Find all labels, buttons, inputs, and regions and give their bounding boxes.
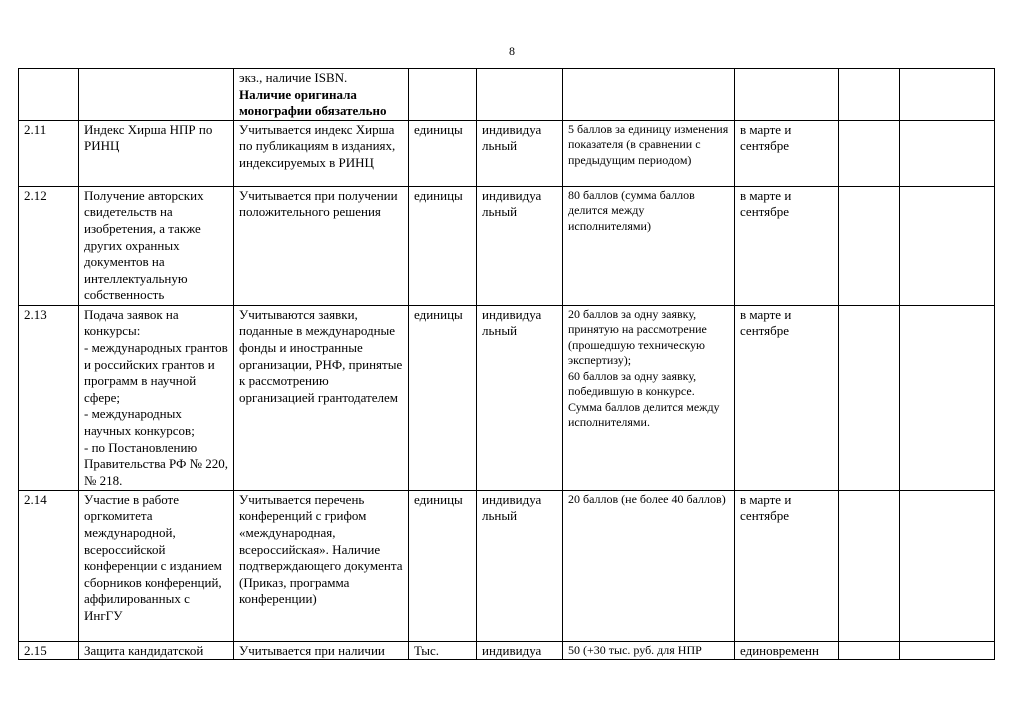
type-cell: индивидуа льный	[477, 305, 563, 490]
period-cell: в марте и сентябре	[735, 305, 839, 490]
period-cell: в марте и сентябре	[735, 120, 839, 186]
extra-cell-1	[839, 120, 900, 186]
points-cell: 20 баллов за одну заявку, принятую на рассмотрение (прошедшую техническую экспертизу); 60 баллов за одну заявку, победившую в конкурсе. Сумма баллов делится между исполнителями.	[563, 305, 735, 490]
unit-cell: Тыс.	[409, 641, 477, 660]
unit-cell: единицы	[409, 305, 477, 490]
table-row	[19, 186, 995, 305]
extra-cell-1	[839, 305, 900, 490]
row-number: 2.15	[19, 641, 79, 660]
description-cell	[234, 69, 409, 121]
row-number: 2.11	[19, 120, 79, 186]
type-cell	[477, 69, 563, 121]
indicator-cell: Получение авторских свидетельств на изобретения, а также других охранных документов на интеллектуальную собственность	[79, 186, 234, 305]
extra-cell-2	[900, 305, 995, 490]
description-text: экз., наличие ISBN.	[239, 70, 348, 85]
indicator-cell: Участие в работе оргкомитета международной, всероссийской конференции с изданием сборников конференций, аффилированных с ИнгГУ	[79, 490, 234, 641]
table-row	[19, 641, 995, 660]
period-cell: в марте и сентябре	[735, 186, 839, 305]
type-cell: индивидуа	[477, 641, 563, 660]
extra-cell-2	[900, 490, 995, 641]
table-row	[19, 490, 995, 641]
description-cell: Учитывается при наличии	[234, 641, 409, 660]
indicator-cell: Защита кандидатской	[79, 641, 234, 660]
unit-cell	[409, 69, 477, 121]
extra-cell-1	[839, 641, 900, 660]
page-number: 8	[509, 44, 515, 58]
period-cell: единовременн	[735, 641, 839, 660]
row-number: 2.12	[19, 186, 79, 305]
unit-cell: единицы	[409, 490, 477, 641]
extra-cell-2	[900, 120, 995, 186]
indicator-cell	[79, 69, 234, 121]
row-number: 2.14	[19, 490, 79, 641]
points-cell: 20 баллов (не более 40 баллов)	[563, 490, 735, 641]
description-cell: Учитывается при получении положительного решения	[234, 186, 409, 305]
extra-cell-2	[900, 186, 995, 305]
period-cell: в марте и сентябре	[735, 490, 839, 641]
description-cell: Учитывается перечень конференций с грифом «международная, всероссийская». Наличие подтверждающего документа (Приказ, программа конференции)	[234, 490, 409, 641]
description-cell: Учитывается индекс Хирша по публикациям в изданиях, индексируемых в РИНЦ	[234, 120, 409, 186]
type-cell: индивидуа льный	[477, 120, 563, 186]
unit-cell: единицы	[409, 186, 477, 305]
points-cell: 50 (+30 тыс. руб. для НПР	[563, 641, 735, 660]
extra-cell-2	[900, 69, 995, 121]
description-bold-text: Наличие оригинала монографии обязательно	[239, 86, 387, 119]
extra-cell-1	[839, 69, 900, 121]
points-cell	[563, 69, 735, 121]
points-cell: 5 баллов за единицу изменения показателя (в сравнении с предыдущим периодом)	[563, 120, 735, 186]
period-cell	[735, 69, 839, 121]
table-row	[19, 305, 995, 490]
table-row	[19, 69, 995, 121]
type-cell: индивидуа льный	[477, 490, 563, 641]
table-row	[19, 120, 995, 186]
description-cell: Учитываются заявки, поданные в международные фонды и иностранные организации, РНФ, принятые к рассмотрению организацией грантодателем	[234, 305, 409, 490]
extra-cell-2	[900, 641, 995, 660]
indicator-cell: Индекс Хирша НПР по РИНЦ	[79, 120, 234, 186]
criteria-table	[18, 68, 995, 660]
row-number: 2.13	[19, 305, 79, 490]
type-cell: индивидуа льный	[477, 186, 563, 305]
indicator-cell: Подача заявок на конкурсы: - международных грантов и российских грантов и программ в научной сфере; - международных научных конкурсов; - по Постановлению Правительства РФ № 220, № 218.	[79, 305, 234, 490]
row-number	[19, 69, 79, 121]
extra-cell-1	[839, 186, 900, 305]
extra-cell-1	[839, 490, 900, 641]
unit-cell: единицы	[409, 120, 477, 186]
points-cell: 80 баллов (сумма баллов делится между исполнителями)	[563, 186, 735, 305]
